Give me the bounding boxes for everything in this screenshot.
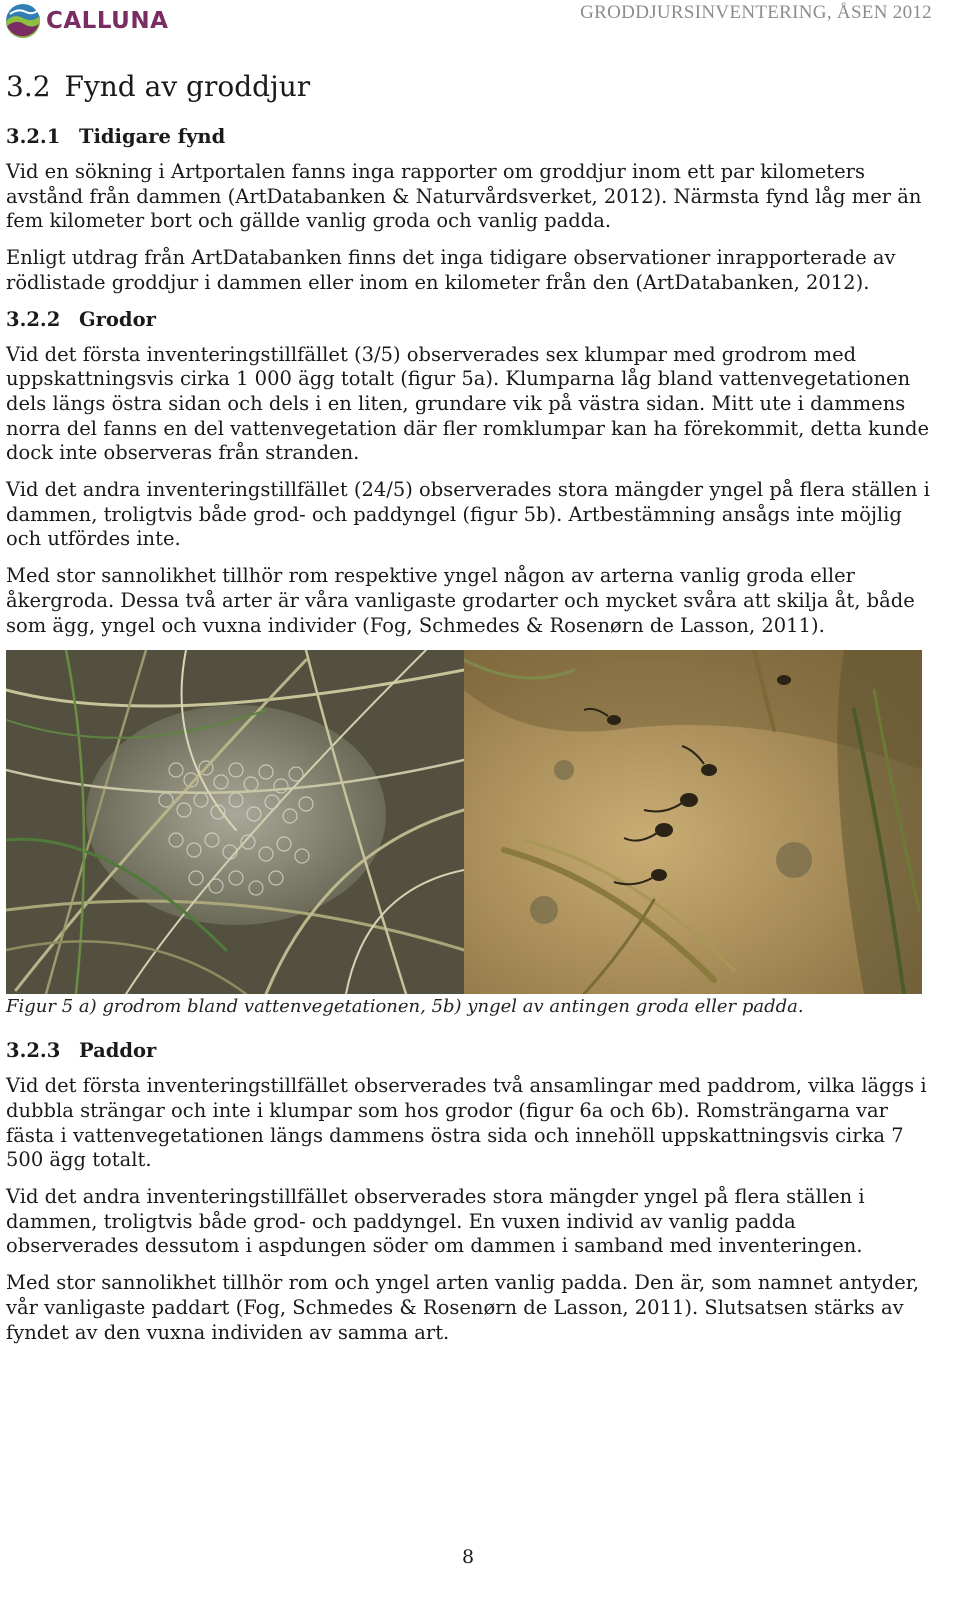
running-head: GRODDJURSINVENTERING, ÅSEN 2012 [580,2,932,23]
logo-text: CALLUNA [46,8,169,34]
paragraph: Vid det första inventeringstillfället observerades två ansamlingar med paddrom, vilka läggs i dubbla strängar och inte i klumpar som hos grodor (figur 6a och 6b). Romsträngarna var fästa i vattenvegetationen längs dammens östra sida och innehöll uppskattningsvis cirka 7 500 ägg totalt. [6,1074,927,1172]
section-title: Fynd av groddjur [64,70,311,103]
subsection-number: 3.2.1 [6,125,61,148]
photo-tadpoles [464,650,922,994]
section-heading [6,70,934,103]
paragraph: Enligt utdrag från ArtDatabanken finns det inga tidigare observationer inrapporterade av rödlistade groddjur i dammen eller inom en kilometer från den (ArtDatabanken, 2012). [6,246,896,294]
paragraph: Vid en sökning i Artportalen fanns inga rapporter om groddjur inom ett par kilometers avstånd från dammen (ArtDatabanken & Naturvårdsverket, 2012). Närmsta fynd låg mer än fem kilometer bort och gällde vanlig groda och vanlig padda. [6,160,922,233]
paragraph: Med stor sannolikhet tillhör rom och yngel arten vanlig padda. Den är, som namnet antyder, vår vanligaste paddart (Fog, Schmedes & Rosenørn de Lasson, 2011). Slutsatsen stärks av fyndet av den vuxna individen av samma art. [6,1271,920,1344]
section-number: 3.2 [6,70,51,103]
calluna-logo [4,2,168,40]
subsection-title: Tidigare fynd [79,125,226,148]
paragraph: Vid det andra inventeringstillfället (24/5) observerades stora mängder yngel på flera ställen i dammen, troligtvis både grod- och paddyngel (figur 5b). Artbestämning ansågs inte möjlig och utfördes inte. [6,478,930,551]
subsection-number: 3.2.2 [6,307,61,331]
page-content [6,70,934,1357]
paragraph: Vid det andra inventeringstillfället observerades stora mängder yngel på flera ställen i dammen, troligtvis både grod- och paddyngel. En vuxen individ av vanlig padda observerades dessutom i aspdungen söder om dammen i samband med inventeringen. [6,1185,865,1258]
subsection-heading-grodor [6,308,934,331]
subsection-heading-paddor [6,1039,934,1062]
subsection-title: Grodor [79,307,156,331]
paragraph: Vid det första inventeringstillfället (3/5) observerades sex klumpar med grodrom med uppskattningsvis cirka 1 000 ägg totalt (figur 5a). Klumparna låg bland vattenvegetationen dels längs östra sidan och dels i en liten, grundare vik på västra sidan. Mitt ute i dammens norra del fanns en del vattenvegetation där fler romklumpar kan ha förekommit, detta kunde dock inte observeras från stranden. [6,342,930,465]
subsection-number: 3.2.3 [6,1039,61,1063]
photo-frogspawn [6,650,464,994]
subsection-title: Paddor [79,1039,157,1063]
figure-5 [6,650,922,994]
page-number: 8 [461,1546,475,1568]
figure-caption: Figur 5 a) grodrom bland vattenvegetationen, 5b) yngel av antingen groda eller padda. [6,996,804,1018]
paragraph: Med stor sannolikhet tillhör rom respektive yngel någon av arterna vanlig groda eller åkergroda. Dessa två arter är våra vanligaste grodarter och mycket svåra att skilja åt, både som ägg, yngel och vuxna individer (Fog, Schmedes & Rosenørn de Lasson, 2011). [6,564,915,637]
logo-emblem-icon [4,2,42,40]
page-header [0,0,960,44]
subsection-heading-tidigare-fynd [6,125,934,148]
